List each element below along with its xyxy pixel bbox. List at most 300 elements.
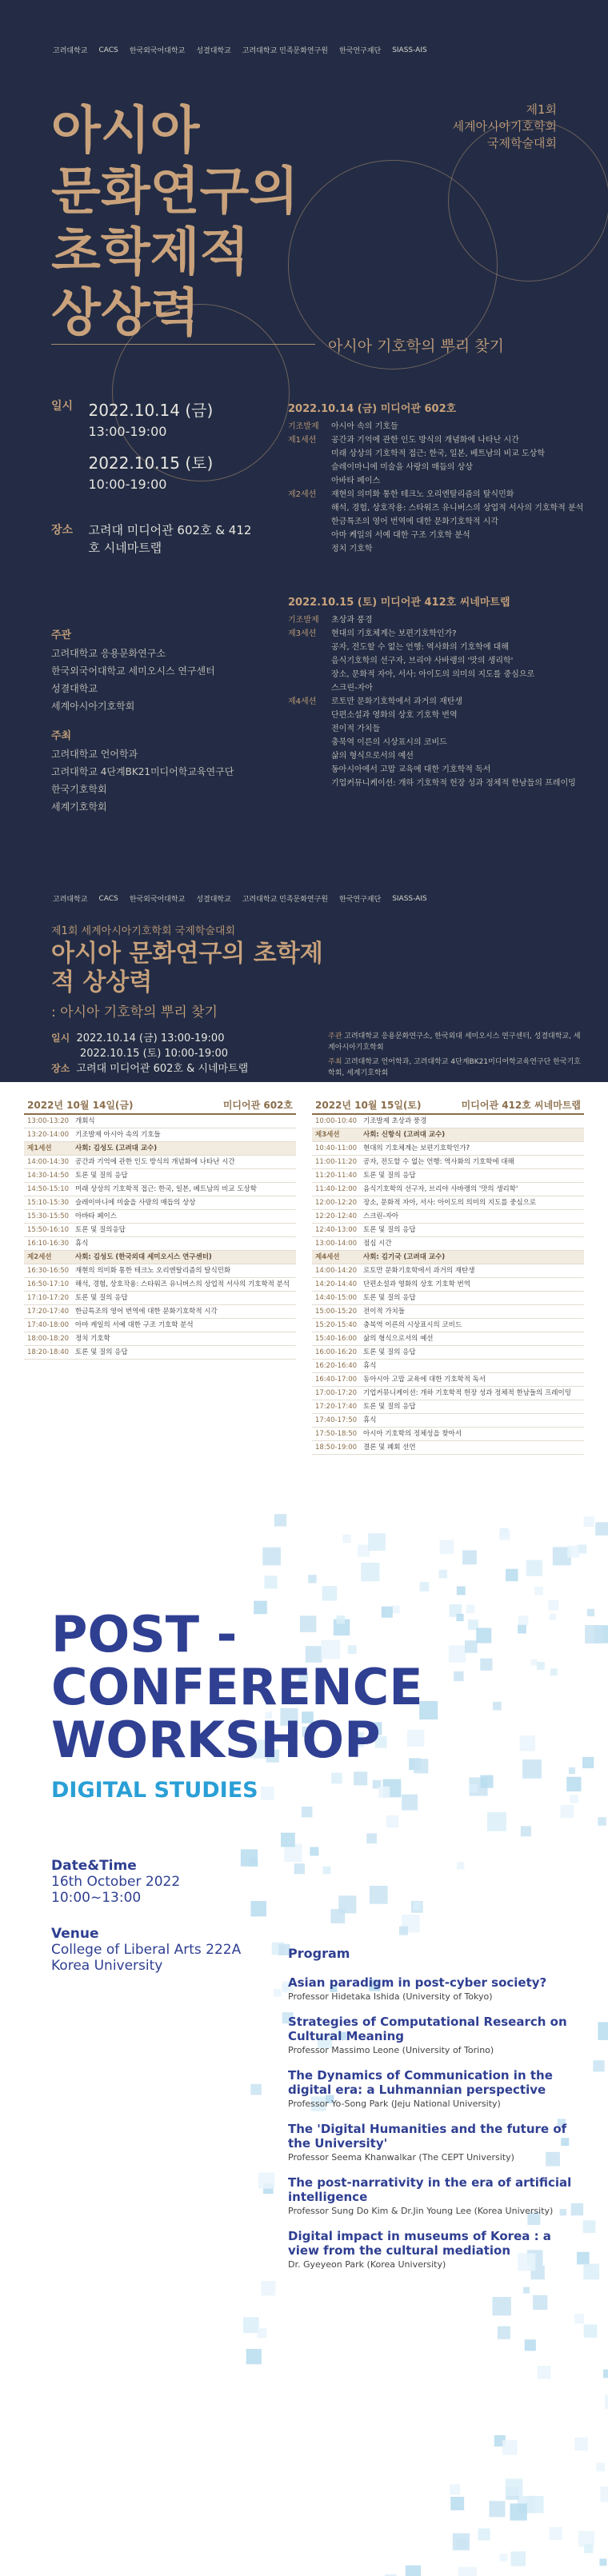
main-poster [0, 0, 608, 876]
row-item: 공간과 기억에 관한 인도 방식의 개념화에 나타난 시간 [75, 1158, 235, 1166]
row-item: 토론 및 질의 응답 [75, 1172, 128, 1180]
row-item: 사회: 김성도 (고려대 교수) [75, 1144, 158, 1152]
program-row-title: 단편소설과 영화의 상호 기호학 번역 [331, 711, 458, 720]
mosaic-tile [257, 2328, 266, 2338]
title-line: 아시아 [51, 102, 200, 161]
banner-title: 아시아 문화연구의 초학제적 상상력 [51, 940, 323, 996]
date-block [51, 397, 213, 492]
row-time: 제2세션 [27, 1253, 52, 1261]
row-time: 16:40-17:00 [315, 1376, 358, 1384]
table-row [312, 1346, 584, 1360]
day1-title: 2022년 10월 14일(금) [27, 1100, 134, 1111]
workshop-subtitle: DIGITAL STUDIES [51, 1778, 258, 1803]
program-row-title: 공간과 기억에 관한 인도 방식의 개념화에 나타난 시간 [331, 436, 519, 445]
divider [51, 344, 315, 345]
mosaic-tile [570, 1795, 578, 1803]
program-row-kind [288, 722, 325, 736]
mosaic-tile [598, 1817, 606, 1826]
program-row [288, 433, 584, 447]
program-row-kind [288, 736, 325, 749]
table-row [24, 1224, 296, 1237]
partner-logo: 고려대학교 [53, 896, 88, 904]
program-item [288, 1975, 584, 2002]
program-row-kind: 제2세션 [288, 490, 317, 499]
poster-title [51, 101, 298, 344]
mosaic-tile [465, 1640, 478, 1653]
row-time: 17:00-17:20 [315, 1389, 358, 1397]
title-line: 상상력 [51, 284, 200, 343]
program-row-kind [288, 529, 325, 542]
program-item [288, 2175, 584, 2216]
program-item [288, 2068, 584, 2109]
row-item: 음식기호학의 선구자, 브리야 사바랭의 '맛의 생리학' [363, 1185, 518, 1193]
banner-orgs: 주관 고려대학교 응용문화연구소, 한국외대 세미오시스 연구센터, 성결대학교, 세계아시아기호학회 주최 고려대학교 언어학과, 고려대학교 4단계BK21미디어학교육연구단 한국기호학회, 세계기호학회 [328, 1032, 581, 1077]
mosaic-tile [506, 1569, 518, 1581]
table-row [24, 1305, 296, 1319]
partner-logo: CACS [98, 894, 118, 903]
table-row [312, 1183, 584, 1196]
mosaic-tile [462, 1550, 477, 1564]
table-row [24, 1251, 296, 1264]
program-row-kind [288, 474, 325, 488]
program-speaker: Professor Yo-Song Park (Jeju National University) [288, 2099, 501, 2109]
mosaic-tile [511, 2551, 526, 2566]
mosaic-tile [489, 2501, 505, 2517]
program-speaker: Professor Massimo Leone (University of Torino) [288, 2045, 494, 2055]
mosaic-tile [510, 2503, 527, 2520]
program-speaker: Dr. Gyeyeon Park (Korea University) [288, 2259, 446, 2270]
program-row-kind [288, 681, 325, 695]
row-item: 휴식 [75, 1240, 89, 1248]
mosaic-tile [595, 1522, 608, 1536]
program-row-kind [288, 749, 325, 763]
program-label: Program [288, 1946, 350, 1961]
row-time: 13:00-14:00 [315, 1240, 358, 1248]
program-row-title: 전이적 가치들 [331, 725, 381, 733]
mosaic-tile [523, 2287, 530, 2294]
row-time: 제4세션 [315, 1253, 340, 1261]
mosaic-tile [605, 2394, 608, 2409]
mosaic-tile [281, 1833, 295, 1847]
program-item [288, 2015, 584, 2055]
mosaic-tile [439, 1570, 448, 1579]
mosaic-tile [330, 1909, 345, 1923]
title-line: 문화연구의 [51, 162, 299, 222]
program-row [288, 613, 584, 627]
row-time: 11:40-12:00 [315, 1185, 358, 1193]
program-speaker: Professor Hidetaka Ishida (University of Tokyo) [288, 1991, 493, 2002]
row-time: 12:40-13:00 [315, 1226, 358, 1234]
day1-heading: 2022.10.14 (금) 미디어관 602호 [288, 403, 457, 415]
program-row-title: 동아시아에서 고맙 교육에 대한 기호학적 독서 [331, 765, 491, 774]
mosaic-tile [502, 2440, 518, 2455]
row-time: 14:50-15:10 [27, 1185, 70, 1193]
table-row [24, 1332, 296, 1346]
program-row-title: 공자, 전도할 수 없는 언행: 역사화의 기호학에 대해 [331, 643, 509, 652]
mosaic-tile [531, 1659, 538, 1665]
table-row [312, 1387, 584, 1400]
row-item: 사회: 신항식 (고려대 교수) [363, 1131, 446, 1139]
row-item: 토론 및 질의 응답 [363, 1226, 416, 1234]
program-row-kind [288, 447, 325, 461]
program-row [288, 542, 584, 556]
title-line: 초학제적 [51, 223, 250, 282]
table-row [312, 1210, 584, 1224]
partner-logo: 한국외국어대학교 [129, 47, 186, 55]
row-item: 전이적 가치들 [363, 1308, 405, 1316]
program-row-kind: 제1세션 [288, 436, 317, 445]
program-row-title: 충북역 이른의 시상표시의 코비드 [331, 738, 447, 747]
mosaic-tile [294, 1863, 305, 1874]
workshop-program [288, 1946, 584, 2282]
time-2: 10:00-19:00 [88, 477, 167, 492]
mosaic-tile [526, 2496, 543, 2513]
table-row [312, 1251, 584, 1264]
mosaic-tile [402, 1795, 418, 1811]
row-time: 제3세션 [315, 1131, 340, 1139]
program-item [288, 2122, 584, 2163]
row-item: 스크린-자아 [363, 1212, 399, 1220]
row-time: 13:00-13:20 [27, 1117, 70, 1125]
mosaic-tile [480, 1659, 492, 1671]
program-row [288, 763, 584, 777]
mosaic-tile [550, 1668, 558, 1675]
program-row-title: 음식기호학의 선구자, 브리야 사바랭의 '맛의 생리학' [331, 657, 514, 665]
row-time: 16:10-16:30 [27, 1240, 70, 1248]
table-row [24, 1264, 296, 1278]
row-item: 토론 및 질의 응답 [363, 1294, 416, 1302]
day2-title: 2022년 10월 15일(토) [315, 1100, 422, 1111]
row-time: 18:00-18:20 [27, 1335, 70, 1343]
row-item: 해석, 경험, 상호작용: 스타워즈 유니버스의 상업적 서사의 기호학적 분석 [75, 1280, 290, 1288]
row-time: 17:40-18:00 [27, 1321, 70, 1329]
host-block: 주관 고려대학교 응용문화연구소 한국외국어대학교 세미오시스 연구센터 성결대학교 세계아시아기호학회 [51, 627, 215, 715]
mosaic-tile [449, 1646, 466, 1663]
mosaic-tile [450, 2484, 460, 2494]
program-row-kind [288, 763, 325, 777]
mosaic-tile [308, 1575, 316, 1583]
logo-row [51, 45, 576, 55]
program-row-title: 기업커뮤니케이션: 개하 기호학적 헌장 성과 정체적 한남들의 프레이밍 [331, 779, 576, 788]
mosaic-tile [585, 1625, 603, 1643]
mosaic-tile [361, 1563, 379, 1581]
program-row-title: 아바타 페이스 [331, 477, 381, 485]
mosaic-tile [583, 2220, 596, 2233]
program-row-title: 해석, 경험, 상호작용: 스타워즈 유니버스의 상업적 서사의 기호학적 분석 [331, 504, 584, 513]
program-row [288, 709, 584, 722]
partner-logo: 고려대학교 [53, 47, 88, 55]
program-row-kind [288, 542, 325, 556]
row-item: 아마 케일의 서예 대한 구조 기호학 분석 [75, 1321, 194, 1329]
program-row-kind [288, 709, 325, 722]
table-row [312, 1224, 584, 1237]
program-speaker: Professor Sung Do Kim & Dr.Jin Young Lee (Korea University) [288, 2206, 554, 2216]
mosaic-tile [413, 1902, 421, 1910]
table-row [24, 1128, 296, 1142]
place-label: 장소 [51, 524, 74, 537]
mosaic-tile [370, 1886, 388, 1904]
program-row-kind [288, 515, 325, 529]
row-time: 10:00-10:40 [315, 1117, 358, 1125]
row-item: 기조발제 초상과 풍경 [363, 1117, 427, 1125]
row-item: 토론 및 질의 응답 [75, 1294, 128, 1302]
mosaic-tile [587, 1609, 594, 1616]
poster-subtitle: 아시아 기호학의 뿌리 찾기 [328, 337, 505, 355]
mosaic-tile [593, 2060, 604, 2071]
partner-logo: 성결대학교 [196, 896, 231, 904]
row-item: 토론 및 질의 응답 [363, 1172, 416, 1180]
mosaic-tile [302, 1807, 312, 1817]
row-item: 충북역 이른의 시상표시의 코비드 [363, 1321, 462, 1329]
mosaic-tile [251, 1901, 266, 1916]
mosaic-tile [521, 1826, 531, 1836]
row-time: 11:20-11:40 [315, 1172, 358, 1180]
program-row-title: 로토만 문화기호학에서 과거의 재탄생 [331, 697, 463, 706]
row-time: 17:40-17:50 [315, 1416, 358, 1424]
mosaic-tile [574, 2438, 587, 2450]
row-time: 15:30-15:50 [27, 1212, 70, 1220]
day2-table [312, 1096, 584, 1455]
mosaic-tile [354, 1771, 367, 1785]
program-row-kind [288, 641, 325, 654]
table-row [24, 1346, 296, 1360]
mosaic-tile [522, 1759, 542, 1779]
program-row-title: 한금특조의 영어 번역에 대한 문화기호학적 시각 [331, 517, 499, 526]
mosaic-tile [550, 1614, 556, 1620]
program-row [288, 641, 584, 654]
program-row [288, 529, 584, 542]
row-item: 재현의 의미화 통한 테크노 오리엔탈리즘의 탈식민화 [75, 1267, 231, 1275]
program-row-kind [288, 777, 325, 790]
mosaic-tile [450, 2497, 464, 2510]
mosaic-tile [498, 2326, 510, 2339]
conference-name: 제1회 세계아시아기호학회 국제학술대회 [452, 102, 557, 150]
table-row [312, 1142, 584, 1156]
program-row [288, 474, 584, 488]
mosaic-tile [458, 2567, 477, 2576]
mosaic-tile [603, 2370, 608, 2378]
row-item: 점심 시간 [363, 1240, 392, 1248]
program-row [288, 447, 584, 461]
table-row [24, 1169, 296, 1183]
row-item: 휴식 [363, 1416, 377, 1424]
table-row [312, 1278, 584, 1292]
program-row-title: 현대의 기호체계는 보편기호학인가? [331, 629, 457, 638]
banner-info: 일시 2022.10.14 (금) 13:00-19:00 2022.10.15 (토) 10:00-19:00 장소 고려대 미디어관 602호 & 시네마트랩 [51, 1032, 249, 1075]
table-row [312, 1414, 584, 1428]
mosaic-tile [480, 1775, 493, 1788]
day2-program [288, 593, 584, 790]
mosaic-tile [358, 1544, 370, 1556]
mosaic-tile [469, 1784, 478, 1793]
row-item: 삶의 형식으로서의 예선 [363, 1335, 434, 1343]
program-row [288, 736, 584, 749]
row-time: 15:50-16:10 [27, 1226, 70, 1234]
table-row [312, 1428, 584, 1441]
row-time: 15:20-15:40 [315, 1321, 358, 1329]
row-time: 13:20-14:00 [27, 1131, 70, 1139]
table-row [312, 1156, 584, 1169]
row-time: 12:20-12:40 [315, 1212, 358, 1220]
table-row [312, 1332, 584, 1346]
mosaic-tile [453, 2533, 470, 2550]
row-item: 동아시아 고맙 교육에 대한 기호학적 독서 [363, 1376, 486, 1384]
venue-block: Venue College of Liberal Arts 222A Korea University [51, 1926, 242, 1974]
program-row-kind: 제3세션 [288, 629, 317, 638]
row-item: 미래 상상의 기호학적 접근: 한국, 일본, 베트남의 비교 도상학 [75, 1185, 257, 1193]
day2-heading: 2022.10.15 (토) 미디어관 412호 씨네마트랩 [288, 597, 510, 609]
program-row-title: 재현의 의미화 통한 테크노 오리엔탈리즘의 탈식민화 [331, 490, 514, 499]
row-time: 10:40-11:00 [315, 1144, 358, 1152]
program-row-title: 미래 상상의 기호학적 접근: 한국, 일본, 베트남의 비교 도상학 [331, 449, 545, 458]
row-time: 16:20-16:40 [315, 1362, 358, 1370]
mosaic-tile [537, 1662, 545, 1670]
mosaic-tile [310, 1847, 318, 1855]
mosaic-tile [406, 2566, 421, 2576]
workshop-title: POST - CONFERENCE WORKSHOP [51, 1605, 423, 1769]
mosaic-tile [561, 1805, 574, 1818]
mosaic-tile [584, 1516, 594, 1527]
row-time: 18:20-18:40 [27, 1348, 70, 1356]
row-time: 15:00-15:20 [315, 1308, 358, 1316]
program-row [288, 749, 584, 763]
row-item: 아바타 페이스 [75, 1212, 117, 1220]
mosaic-tile [526, 1560, 542, 1576]
row-item: 기조발제 아시아 속의 기호들 [75, 1131, 161, 1139]
table-row [24, 1210, 296, 1224]
table-row [312, 1128, 584, 1142]
mosaic-tile [323, 1867, 331, 1875]
row-item: 기업커뮤니케이션: 개하 기호학적 헌장 성과 정체적 한남들의 프레이밍 [363, 1389, 571, 1397]
row-time: 14:40-15:00 [315, 1294, 358, 1302]
table-row [24, 1115, 296, 1128]
program-row [288, 654, 584, 668]
row-time: 17:20-17:40 [315, 1403, 358, 1411]
mosaic-tile [582, 1757, 594, 1768]
mosaic-tile [583, 2264, 599, 2280]
program-row-kind [288, 461, 325, 474]
program-row-kind [288, 501, 325, 515]
program-row-title: 삶의 형식으로서의 예선 [331, 752, 414, 761]
mosaic-tile [274, 1514, 286, 1526]
mosaic-tile [493, 2297, 511, 2315]
partner-logo: 고려대학교 민족문화연구원 [242, 47, 329, 55]
mosaic-tile [574, 2314, 584, 2323]
row-item: 토론 및 질의 응답 [75, 1348, 128, 1356]
program-title: The 'Digital Humanities and the future of the University' [288, 2122, 567, 2151]
mosaic-tile [476, 1627, 491, 1643]
partner-logo: SIASS-AIS [392, 46, 427, 54]
mosaic-tile [478, 2528, 490, 2540]
table-row [24, 1156, 296, 1169]
mosaic-tile [487, 1812, 506, 1831]
mosaic-tile [596, 2463, 605, 2472]
table-row [312, 1115, 584, 1128]
program-row [288, 461, 584, 474]
mosaic-tile [456, 1614, 463, 1621]
mosaic-tile [548, 1600, 558, 1611]
row-time: 제1세션 [27, 1144, 52, 1152]
table-row [312, 1360, 584, 1373]
date-time-block: Date&Time 16th October 2022 10:00~13:00 [51, 1858, 181, 1906]
program-row-kind [288, 654, 325, 668]
mosaic-tile [368, 1533, 386, 1551]
partner-logo: 고려대학교 민족문화연구원 [242, 896, 329, 904]
day1-room: 미디어관 602호 [222, 1100, 293, 1111]
row-time: 12:00-12:20 [315, 1199, 358, 1207]
program-row [288, 501, 584, 515]
mosaic-tile [386, 1815, 398, 1827]
table-row [312, 1264, 584, 1278]
day2-room: 미디어관 412호 씨네마트랩 [461, 1100, 581, 1111]
program-title: The Dynamics of Communication in the digital era: a Luhmannian perspective [288, 2068, 553, 2097]
program-row-kind: 제4세션 [288, 697, 317, 706]
banner-conference: 제1회 세계아시아기호학회 국제학술대회 [51, 925, 236, 937]
program-row-title: 슬레이마니에 미술을 사랑의 매듭의 상상 [331, 463, 473, 472]
partner-logo: 한국외국어대학교 [129, 896, 186, 904]
partner-logo: SIASS-AIS [392, 894, 427, 903]
sponsor-block: 주최 고려대학교 언어학과 고려대학교 4단계BK21미디어학교육연구단 한국기호학회 세계기호학회 [51, 728, 234, 816]
program-row [288, 777, 584, 790]
program-row [288, 627, 584, 641]
row-time: 17:50-18:50 [315, 1430, 358, 1438]
row-item: 공자, 전도할 수 없는 언행: 역사화의 기호학에 대해 [363, 1158, 514, 1166]
row-time: 15:10-15:30 [27, 1199, 70, 1207]
time-1: 13:00-19:00 [88, 424, 167, 439]
partner-logo: CACS [98, 46, 118, 54]
date-label: 일시 [51, 400, 74, 413]
program-title: Strategies of Computational Research on Cultural Meaning [288, 2015, 567, 2043]
mosaic-tile [440, 1540, 454, 1555]
row-item: 결론 및 폐회 선언 [363, 1444, 416, 1452]
row-time: 15:40-16:00 [315, 1335, 358, 1343]
row-item: 아시아 기호학의 정체성을 찾아서 [363, 1430, 462, 1438]
host-label: 주관 [51, 629, 72, 641]
partner-logo: 한국연구재단 [339, 896, 382, 904]
row-time: 17:20-17:40 [27, 1308, 70, 1316]
mosaic-tile [258, 2173, 274, 2189]
table-row [312, 1292, 584, 1305]
date-1: 2022.10.14 (금) [88, 401, 214, 420]
row-item: 슬레이마니에 미술을 사랑의 매듭의 상상 [75, 1199, 196, 1207]
program-title: Digital impact in museums of Korea : a view from the cultural mediation [288, 2229, 551, 2258]
row-item: 한금특조의 영어 번역에 대한 문화기호학적 시각 [75, 1308, 218, 1316]
row-time: 16:00-16:20 [315, 1348, 358, 1356]
program-row-title: 아마 케일의 서예 대한 구조 기호학 분석 [331, 531, 470, 540]
program-row [288, 695, 584, 709]
mosaic-tile [584, 2544, 593, 2553]
mosaic-tile [500, 2554, 508, 2562]
mosaic-tile [457, 1862, 464, 1869]
mosaic-tile [538, 2366, 551, 2379]
mosaic-tile [246, 2349, 262, 2364]
mosaic-tile [520, 1735, 535, 1751]
row-item: 정치 기호학 [75, 1335, 110, 1343]
mosaic-tile [506, 2478, 522, 2495]
table-row [24, 1142, 296, 1156]
program-row-title: 정치 기호학 [331, 545, 373, 553]
logo-row [51, 893, 576, 904]
workshop-poster [0, 1514, 608, 2576]
table-row [312, 1373, 584, 1387]
mosaic-tile [598, 2022, 608, 2040]
mosaic-tile [454, 1671, 463, 1681]
mosaic-tile [550, 2527, 562, 2540]
mosaic-tile [250, 2084, 262, 2095]
mosaic-tile [600, 2486, 608, 2502]
row-time: 14:30-14:50 [27, 1172, 70, 1180]
mosaic-tile [342, 1535, 350, 1543]
